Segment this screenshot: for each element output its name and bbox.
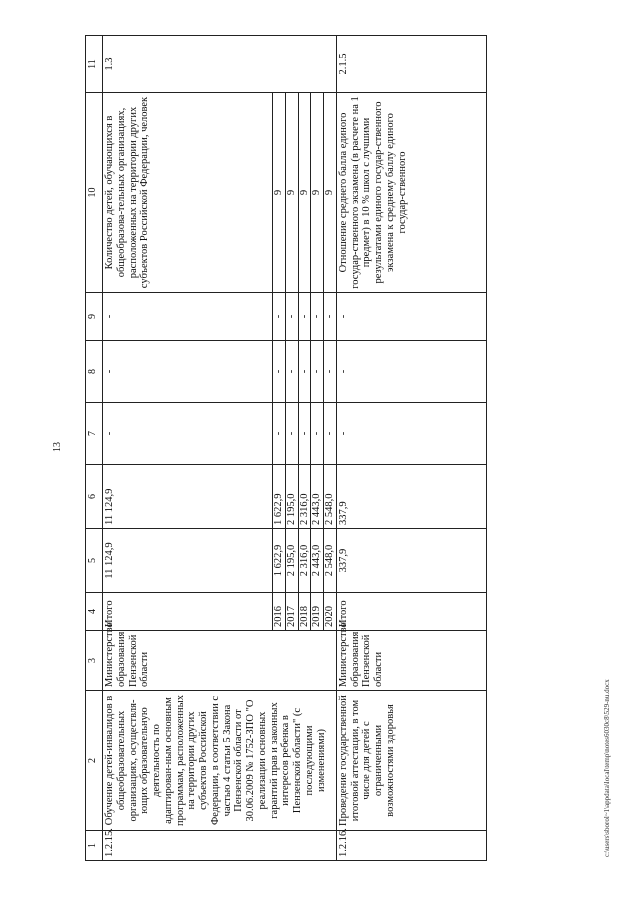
col-header-1: 1	[86, 831, 103, 861]
executor: Министерство образования Пензенской области	[336, 631, 486, 691]
column-number-row	[86, 36, 103, 861]
executor: Министерство образования Пензенской области	[103, 631, 337, 691]
indicator-text: Количество детей, обучающихся в общеобразова-тельных организациях, расположенных на территории других субъектов Российской Федерации, человек	[103, 93, 273, 293]
value-c9: -	[324, 293, 337, 341]
year-cell: 2018	[298, 593, 311, 631]
row-number: 1.2.16.	[336, 831, 486, 861]
total-value-c7: -	[336, 403, 486, 465]
value-c6: 2 548,0	[324, 465, 337, 529]
total-label: Итого	[336, 593, 486, 631]
page-number: 13	[52, 442, 63, 452]
total-value-c8: -	[336, 341, 486, 403]
value-c8: -	[298, 341, 311, 403]
rotated-table-sheet	[85, 36, 595, 861]
value-c7: -	[311, 403, 324, 465]
indicator-code: 1.3	[103, 36, 337, 93]
value-c10: 9	[324, 93, 337, 293]
value-c6: 1 622,9	[273, 465, 286, 529]
value-c5: 2 195,0	[285, 529, 298, 593]
value-c10: 9	[285, 93, 298, 293]
col-header-2: 2	[86, 691, 103, 831]
col-header-11: 11	[86, 36, 103, 93]
indicator-code: 2.1.5	[336, 36, 486, 93]
value-c5: 2 548,0	[324, 529, 337, 593]
value-c5: 1 622,9	[273, 529, 286, 593]
indicator-text: Отношение среднего балла единого государ-ственного экзамена (в расчете на 1 предмет) в 10 % школ с лучшими результатами единого государ-ственного экзамена к среднему баллу единого государ-ственного	[336, 93, 486, 293]
value-c8: -	[273, 341, 286, 403]
row-number: 1.2.15.	[103, 831, 337, 861]
total-value-c7: -	[103, 403, 273, 465]
year-cell: 2019	[311, 593, 324, 631]
value-c10: 9	[273, 93, 286, 293]
value-c6: 2 316,0	[298, 465, 311, 529]
total-value-c5: 11 124,9	[103, 529, 273, 593]
value-c6: 2 195,0	[285, 465, 298, 529]
year-cell: 2020	[324, 593, 337, 631]
activity-title: Проведение государственной итоговой аттестации, в том числе для детей с ограниченными возможностями здоровья	[336, 691, 486, 831]
col-header-3: 3	[86, 631, 103, 691]
value-c8: -	[324, 341, 337, 403]
value-c6: 2 443,0	[311, 465, 324, 529]
total-label: Итого	[103, 593, 273, 631]
col-header-10: 10	[86, 93, 103, 293]
year-cell: 2017	[285, 593, 298, 631]
total-value-c6: 11 124,9	[103, 465, 273, 529]
col-header-4: 4	[86, 593, 103, 631]
table-row	[103, 36, 273, 861]
col-header-7: 7	[86, 403, 103, 465]
value-c5: 2 443,0	[311, 529, 324, 593]
total-value-c5: 337,9	[336, 529, 486, 593]
program-table	[85, 35, 487, 861]
total-value-c8: -	[103, 341, 273, 403]
value-c9: -	[311, 293, 324, 341]
col-header-6: 6	[86, 465, 103, 529]
value-c9: -	[273, 293, 286, 341]
value-c9: -	[298, 293, 311, 341]
total-value-c9: -	[103, 293, 273, 341]
total-value-c9: -	[336, 293, 486, 341]
value-c7: -	[298, 403, 311, 465]
value-c7: -	[324, 403, 337, 465]
table-row	[336, 36, 486, 861]
col-header-9: 9	[86, 293, 103, 341]
activity-title: Обучение детей-инвалидов в общеобразовательных организациях, осуществля-ющих образовательную деятельность по адаптирован-ным основным программам, расположенных на территории других субъектов Российской Федерации, в соответствии с частью 4 статьи 5 Закона Пензенской области от 30.06.2009 № 1752-ЗПО "О реализации основных гарантий прав и законных интересов ребенка в Пензенской области" (с последующими изменениями)	[103, 691, 337, 831]
file-path-footer: c:\users\sborol~1\appdata\local\temp\notes6030c8\529-nu.docx	[603, 679, 611, 857]
value-c10: 9	[311, 93, 324, 293]
value-c7: -	[285, 403, 298, 465]
value-c5: 2 316,0	[298, 529, 311, 593]
col-header-5: 5	[86, 529, 103, 593]
value-c8: -	[285, 341, 298, 403]
col-header-8: 8	[86, 341, 103, 403]
year-cell: 2016	[273, 593, 286, 631]
value-c9: -	[285, 293, 298, 341]
value-c8: -	[311, 341, 324, 403]
value-c7: -	[273, 403, 286, 465]
total-value-c6: 337,9	[336, 465, 486, 529]
value-c10: 9	[298, 93, 311, 293]
